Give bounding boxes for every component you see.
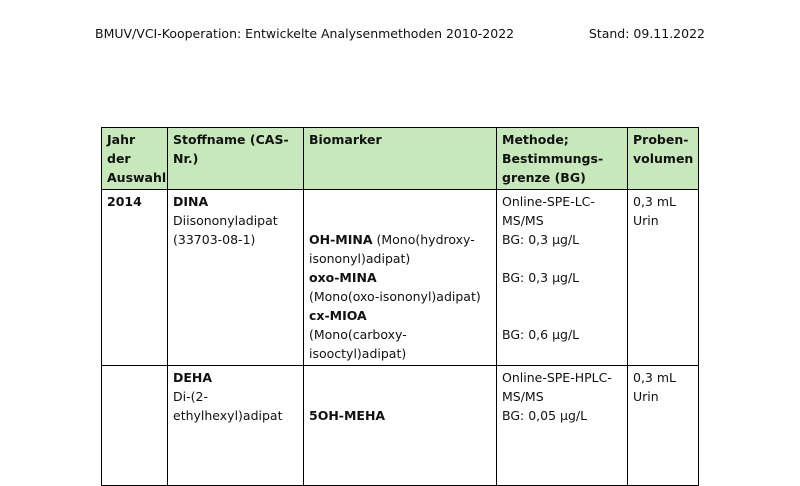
biomarker-code: 5OH-MEHA (309, 408, 386, 423)
header-year: Jahr der Auswahl (102, 128, 168, 190)
row-volume: 0,3 mL Urin (628, 366, 699, 486)
row-biomarkers (304, 366, 497, 486)
row-volume: 0,3 mL Urin (628, 190, 699, 366)
document-date: Stand: 09.11.2022 (588, 26, 705, 41)
row-biomarkers: OH-MINA (Mono(hydroxy- isononyl)adipat) oxo-MINA (Mono(oxo-isononyl)adipat) cx-MIOA (Mono(carboxy-isooctyl)adipat) (304, 190, 497, 366)
row-method: Online-SPE-HPLC- MS/MS BG: 0,05 µg/L (497, 366, 628, 486)
header-substance: Stoffname (CAS-Nr.) (168, 128, 304, 190)
row-substance: DINA Diisononyladipat (33703-08-1) (168, 190, 304, 366)
table-header-row (102, 128, 699, 190)
header-method: Methode; Bestimmungs- grenze (BG) (497, 128, 628, 190)
biomarker-code: OH-MINA (309, 232, 373, 247)
document-title: BMUV/VCI-Kooperation: Entwickelte Analysenmethoden 2010-2022 (95, 26, 515, 41)
table-row (102, 366, 699, 486)
row-year: 2014 (102, 190, 168, 366)
row-method: Online-SPE-LC- MS/MS BG: 0,3 µg/L BG: 0,3 µg/L BG: 0,6 µg/L (497, 190, 628, 366)
biomarker-code: oxo-MINA (309, 270, 377, 285)
page-header (95, 26, 705, 44)
row-year (102, 366, 168, 486)
biomarker-code: cx-MIOA (309, 308, 367, 323)
table-row (102, 190, 699, 366)
header-biomarker: Biomarker (304, 128, 497, 190)
row-substance: DEHA Di-(2- ethylhexyl)adipat (168, 366, 304, 486)
header-volume: Proben- volumen (628, 128, 699, 190)
methods-table (101, 127, 699, 486)
